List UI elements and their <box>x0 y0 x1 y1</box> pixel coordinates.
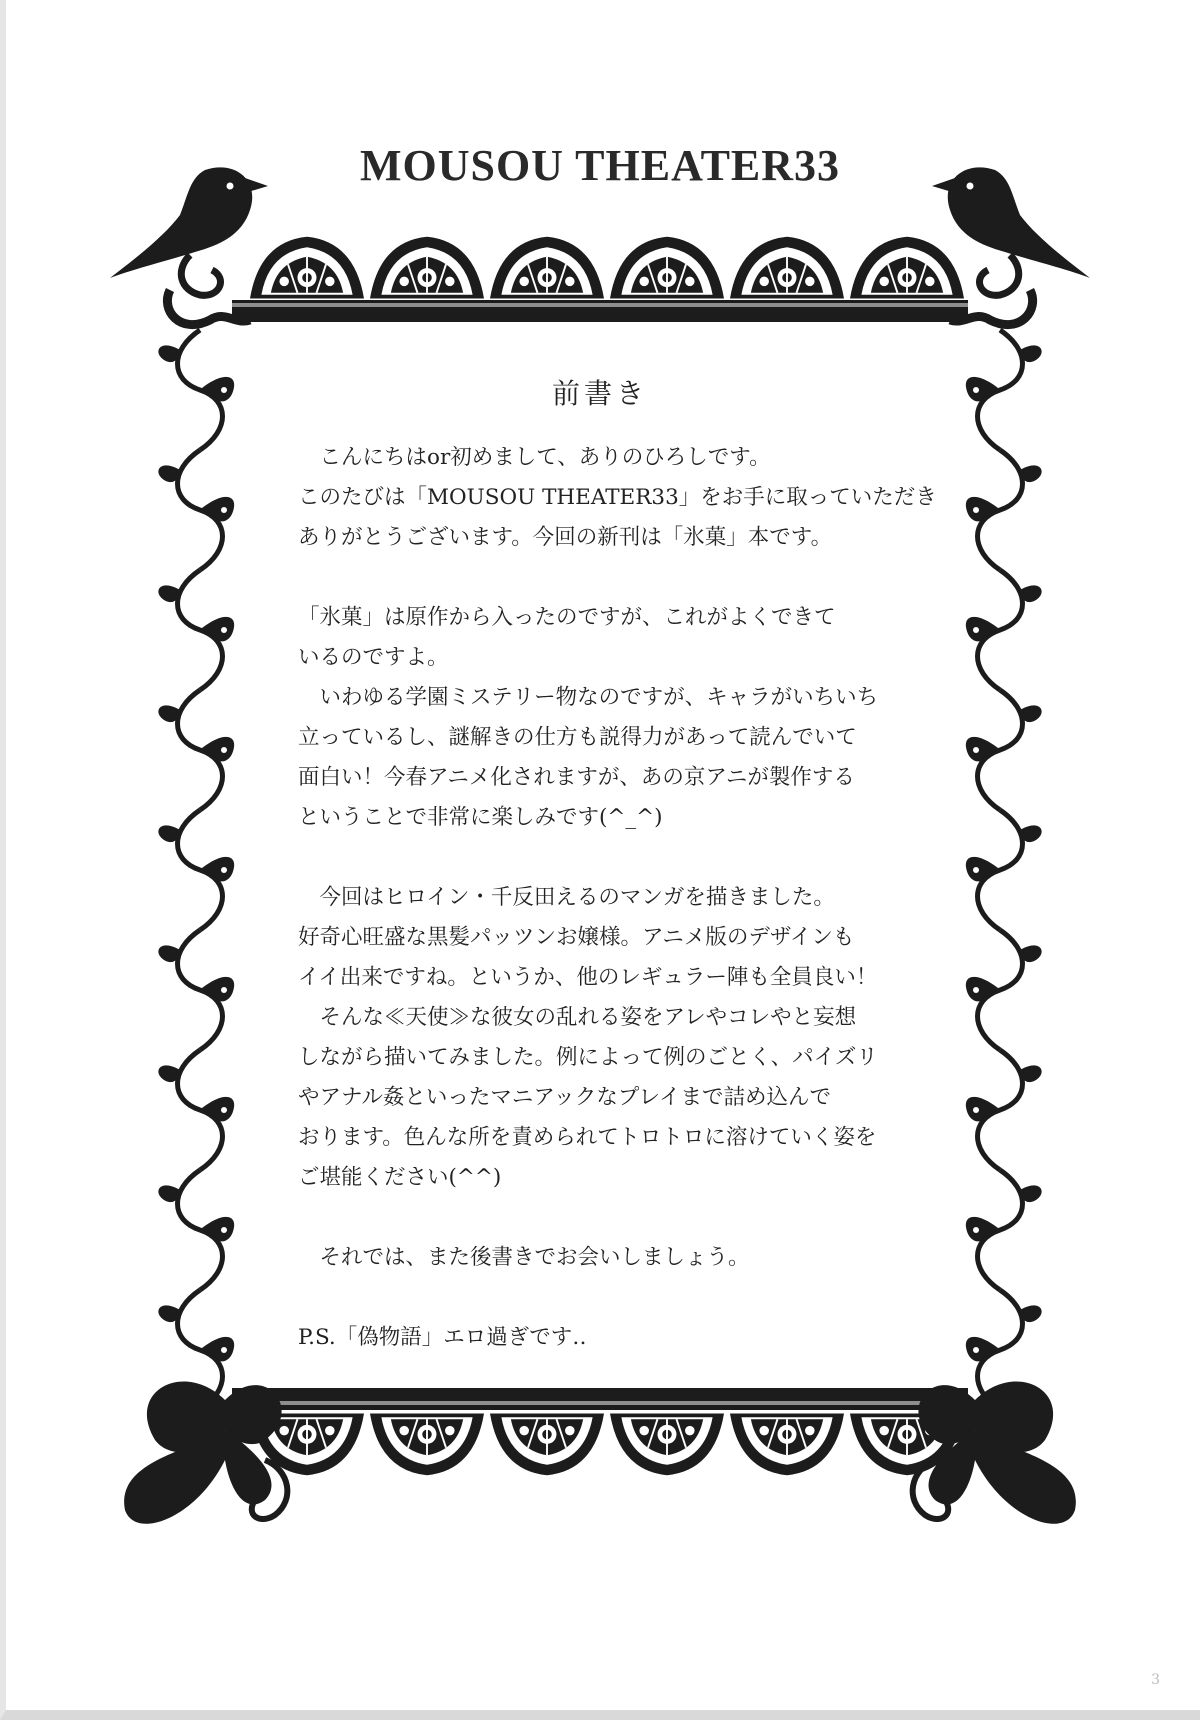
text-line: ありがとうございます。今回の新刊は「氷菓」本です。 <box>298 525 833 550</box>
paragraph-greeting <box>298 438 948 558</box>
text-line: ということで非常に楽しみです(^_^) <box>298 805 663 830</box>
text-line: いるのですよ。 <box>298 645 449 670</box>
text-line: イイ出来ですね。というか、他のレギュラー陣も全員良い！ <box>298 965 878 990</box>
text-line: いわゆる学園ミステリー物なのですが、キャラがいちいち <box>298 685 879 710</box>
text-line: やアナル姦といったマニアックなプレイまで詰め込んで <box>298 1085 831 1110</box>
bottom-lace-border <box>232 1388 968 1475</box>
page-number: 3 <box>1151 1672 1160 1688</box>
text-line: ご堪能ください(^^) <box>298 1165 502 1190</box>
text-line: 好奇心旺盛な黒髪パッツンお嬢様。アニメ版のデザインも <box>298 925 855 950</box>
text-line: 面白い！今春アニメ化されますが、あの京アニが製作する <box>298 765 855 790</box>
text-line: 立っているし、謎解きの仕方も説得力があって読んでいて <box>298 725 857 750</box>
section-heading: 前書き <box>551 377 648 410</box>
text-line: こんにちはor初めまして、ありのひろしです。 <box>298 445 771 470</box>
paragraph-about-hyouka <box>298 598 948 838</box>
paragraph-about-manga <box>298 878 948 1198</box>
text-line: 「氷菓」は原作から入ったのですが、これがよくできて <box>298 605 836 630</box>
butterfly-icon <box>124 1381 287 1523</box>
paragraph-ps <box>298 1318 948 1358</box>
page-title: MOUSOU THEATER33 <box>359 141 841 190</box>
paragraph-closing <box>298 1238 948 1278</box>
text-line: 今回はヒロイン・千反田えるのマンガを描きました。 <box>298 885 835 910</box>
text-line: しながら描いてみました。例によって例のごとく、パイズリ <box>298 1045 878 1070</box>
text-line: そんな≪天使≫な彼女の乱れる姿をアレやコレやと妄想 <box>298 1005 857 1030</box>
text-line: このたびは「MOUSOU THEATER33」をお手に取っていただき <box>298 485 937 510</box>
text-line: おります。色んな所を責められてトロトロに溶けていく姿を <box>298 1125 877 1150</box>
text-line: P.S.「偽物語」エロ過ぎです‥ <box>298 1325 587 1350</box>
top-lace-border <box>232 237 968 322</box>
left-vine-border <box>158 330 234 1410</box>
text-line: それでは、また後書きでお会いしましょう。 <box>298 1245 750 1270</box>
preface-body <box>298 438 948 1358</box>
right-vine-border <box>966 330 1042 1410</box>
